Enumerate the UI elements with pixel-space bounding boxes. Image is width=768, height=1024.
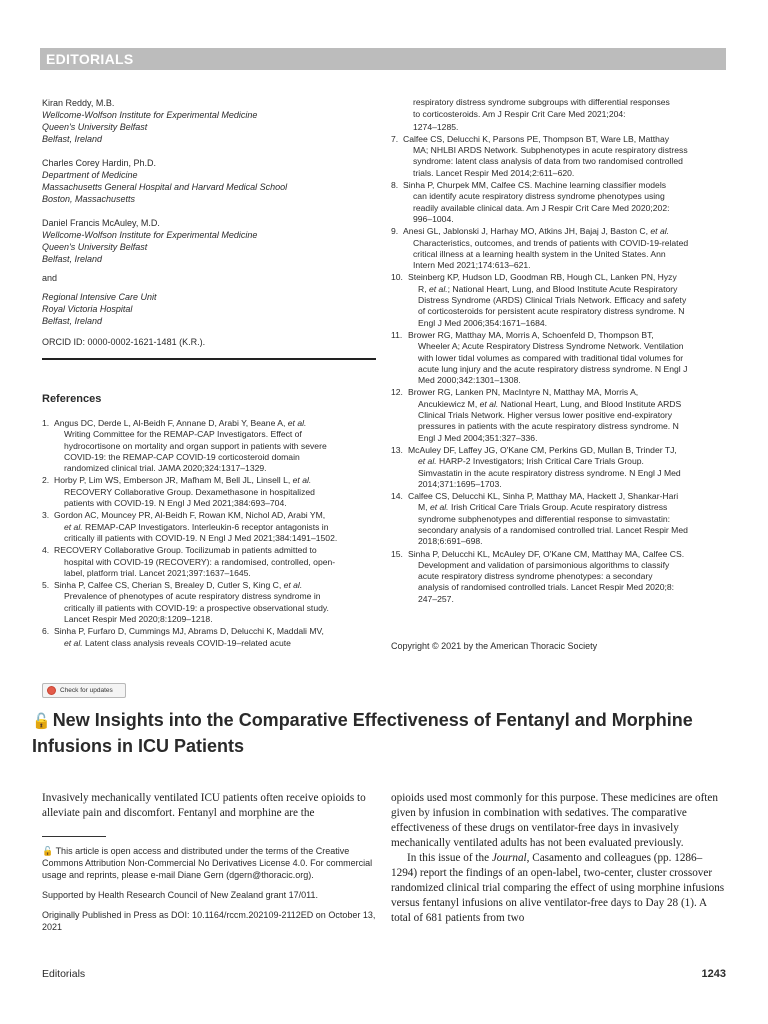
reference-line: acute lung injury and the acute respiratory distress syndrome. N Engl J <box>418 363 688 374</box>
reference-line: Writing Committee for the REMAP-CAP Investigators. Effect of <box>64 429 302 440</box>
reference-line: Clinical Trials Network. Higher versus lower positive end-expiratory <box>418 410 673 421</box>
reference-text <box>408 387 727 443</box>
reference-line: Med 2000;342:1301–1308. <box>418 375 521 386</box>
author-3 <box>42 217 378 265</box>
reference-line: Brower RG, Lanken PN, MacIntyre N, Matthay MA, Morris A, <box>408 387 639 398</box>
reference-text <box>54 475 376 509</box>
reference-item <box>391 134 727 179</box>
footer-section-name: Editorials <box>42 968 86 980</box>
affiliation-line: Royal Victoria Hospital <box>42 304 133 314</box>
reference-item <box>42 580 376 625</box>
footnote-divider <box>42 836 106 837</box>
reference-line: to corticosteroids. Am J Respir Crit Care Med 2021;204: <box>413 109 626 120</box>
reference-line: trials. Lancet Respir Med 2014;2:611–620. <box>413 167 575 178</box>
reference-line: Intern Med 2021;174:613–621. <box>413 260 531 271</box>
reference-line: Anesi GL, Jablonski J, Harhay MO, Atkins JH, Bajaj J, Baston C, et al. <box>403 226 670 237</box>
reference-line: Development and validation of parsimonious algorithms to classify <box>418 559 670 570</box>
page-number: 1243 <box>701 968 726 980</box>
reference-line: critically ill patients with COVID-19: a prospective observational study. <box>64 602 329 613</box>
reference-text <box>408 491 727 547</box>
open-access-icon: 🔓 <box>42 846 54 856</box>
reference-line: Calfee CS, Delucchi KL, Sinha P, Matthay MA, Hackett J, Shankar-Hari <box>408 491 679 502</box>
body-paragraph-1: opioids used most commonly for this purpose. These medicines are often given by infusion in combination with sedatives. The comparative effectiveness of these drugs on ventilator-free days in invasively mechanically ventilated adults has not been evaluated previously. <box>391 792 718 849</box>
reference-line: MA; NHLBI ARDS Network. Subphenotypes in acute respiratory distress <box>413 145 688 156</box>
reference-line: hydrocortisone on mortality and organ support in patients with severe <box>64 440 327 451</box>
journal-name: Journal <box>491 852 527 864</box>
body-text-segment: In this issue of the <box>407 852 492 864</box>
reference-text <box>54 626 376 649</box>
references-list-left <box>42 418 376 650</box>
reference-line: critically ill patients with COVID-19. N Engl J Med 2021;384:1491–1502. <box>64 532 338 543</box>
reference-line: randomized clinical trial. JAMA 2020;324:1317–1329. <box>64 463 267 474</box>
reference-line: COVID-19: the REMAP-CAP COVID-19 corticosteroid domain <box>64 451 300 462</box>
reference-line: can identify acute respiratory distress syndrome phenotypes using <box>413 191 665 202</box>
affiliation-line: Wellcome-Wolfson Institute for Experimental Medicine <box>42 230 258 240</box>
reference-number: 13. <box>391 444 403 455</box>
reference-item <box>391 272 727 328</box>
footnote-funding: Supported by Health Research Council of New Zealand grant 17/011. <box>42 890 318 900</box>
affiliation-line: Wellcome-Wolfson Institute for Experimental Medicine <box>42 110 258 120</box>
reference-line: Characteristics, outcomes, and trends of patients with COVID-19-related <box>413 237 689 248</box>
reference-text <box>408 445 727 490</box>
reference-line: readily available clinical data. Am J Respir Crit Care Med 2020;202: <box>413 202 670 213</box>
affiliation-line: Belfast, Ireland <box>42 254 103 264</box>
author-2 <box>42 157 378 205</box>
reference-number: 1. <box>42 418 50 428</box>
article-title-text: New Insights into the Comparative Effectiveness of Fentanyl and Morphine Infusions in ICU Patients <box>32 710 693 756</box>
reference-line: Prevalence of phenotypes of acute respiratory distress syndrome in <box>64 591 321 602</box>
reference-line: respiratory distress syndrome subgroups with differential responses <box>413 97 670 107</box>
reference-text <box>408 549 727 605</box>
reference-number: 10. <box>391 272 403 283</box>
reference-line: secondary analysis of a randomised controlled trial. Lancet Respir Med <box>418 524 688 535</box>
reference-item <box>42 626 376 649</box>
and-text: and <box>42 273 58 283</box>
affiliation-line: Belfast, Ireland <box>42 316 103 326</box>
references-right-items <box>391 134 727 605</box>
reference-item <box>391 491 727 547</box>
section-header: EDITORIALS <box>40 48 726 70</box>
reference-line: Engl J Med 2004;351:327–336. <box>418 432 538 443</box>
reference-continuation <box>391 97 727 133</box>
open-access-icon: 🔓 <box>32 713 51 730</box>
reference-line: Horby P, Lim WS, Emberson JR, Mafham M, Bell JL, Linsell L, et al. <box>54 475 312 486</box>
reference-line: et al. Latent class analysis reveals COVID-19–related acute <box>64 637 291 648</box>
reference-text <box>408 272 727 328</box>
reference-line: 247–257. <box>418 593 454 604</box>
reference-text <box>54 545 376 579</box>
reference-item <box>42 475 376 509</box>
body-paragraph-2 <box>391 851 727 926</box>
reference-line: Wheeler A; Acute Respiratory Distress Syndrome Network. Ventilation <box>418 341 684 352</box>
reference-line: Sinha P, Furfaro D, Cummings MJ, Abrams D, Delucchi K, Maddali MV, <box>54 626 324 637</box>
reference-text <box>403 226 727 271</box>
author-name: Kiran Reddy, M.B. <box>42 98 115 108</box>
author-name: Daniel Francis McAuley, M.D. <box>42 218 160 228</box>
reference-item <box>391 226 727 271</box>
reference-number: 5. <box>42 580 50 591</box>
reference-line: McAuley DF, Laffey JG, O'Kane CM, Perkins GD, Mullan B, Trinder TJ, <box>408 444 677 455</box>
reference-line: pressures in patients with the acute respiratory distress syndrome. N <box>418 421 679 432</box>
reference-text <box>408 330 727 386</box>
affiliation-line: Regional Intensive Care Unit <box>42 292 157 302</box>
body-text-left: Invasively mechanically ventilated ICU patients often receive opioids to alleviate pain and discomfort. Fentanyl and morphine are the <box>42 792 366 819</box>
affiliation-line: Queen's University Belfast <box>42 122 148 132</box>
footnote-text: This article is open access and distributed under the terms of the Creative Commons Attribution Non-Commercial No Derivatives License 4.0. For commercial usage and reprints, please e-mail Diane Gern (dgern@thoracic.org). <box>42 846 373 880</box>
references-heading: References <box>42 393 102 405</box>
reference-line: with lower tidal volumes as compared with traditional tidal volumes for <box>418 352 684 363</box>
reference-item <box>42 418 376 474</box>
reference-text <box>54 510 376 544</box>
reference-number: 11. <box>391 329 403 340</box>
affiliation-line: Boston, Massachusetts <box>42 194 136 204</box>
reference-line: R, et al.; National Heart, Lung, and Blood Institute Acute Respiratory <box>418 283 678 294</box>
reference-line: 1274–1285. <box>413 121 459 132</box>
copyright-notice: Copyright © 2021 by the American Thoracic Society <box>391 641 598 651</box>
reference-line: syndrome: latent class analysis of data from two randomised controlled <box>413 156 683 167</box>
affiliation-line: Massachusetts General Hospital and Harvard Medical School <box>42 182 288 192</box>
reference-line: label, platform trial. Lancet 2021;397:1637–1645. <box>64 567 251 578</box>
body-text-right <box>391 791 727 926</box>
section-divider <box>42 358 376 360</box>
check-updates-label: Check for updates <box>60 687 113 694</box>
reference-line: Simvastatin in the acute respiratory distress syndrome. N Engl J Med <box>418 467 681 478</box>
reference-number: 4. <box>42 545 50 556</box>
reference-line: Calfee CS, Delucchi K, Parsons PE, Thompson BT, Ware LB, Matthay <box>403 133 670 144</box>
reference-line: Brower RG, Matthay MA, Morris A, Schoenfeld D, Thompson BT, <box>408 329 654 340</box>
body-text-segment: , Casamento and colleagues (pp. 1286–1294) report the findings of an open-label, two-center, cluster crossover randomized clinical trial comparing the effect of using morphine infusions versus fentanyl infusions on alive ventilator-free days to Day 28 (1). A total of 681 patients from two <box>391 852 725 924</box>
reference-number: 3. <box>42 510 50 521</box>
reference-number: 6. <box>42 626 50 637</box>
references-list-right <box>391 97 727 606</box>
reference-number: 15. <box>391 548 403 559</box>
reference-line: Sinha P, Calfee CS, Cherian S, Brealey D, Cutler S, King C, et al. <box>54 580 303 591</box>
reference-line: Gordon AC, Mouncey PR, Al-Beidh F, Rowan KM, Nichol AD, Arabi YM, <box>54 510 326 521</box>
reference-item <box>391 387 727 443</box>
reference-item <box>391 330 727 386</box>
reference-line: Angus DC, Derde L, Al-Beidh F, Annane D, Arabi Y, Beane A, et al. <box>54 418 307 428</box>
reference-line: Ancukiewicz M, et al. National Heart, Lung, and Blood Institute ARDS <box>418 398 682 409</box>
reference-item <box>391 445 727 490</box>
reference-line: critical illness at a learning health system in the United States. Ann <box>413 248 666 259</box>
reference-text <box>403 180 727 225</box>
reference-line: et al. HARP-2 Investigators; Irish Critical Care Trials Group. <box>418 456 644 467</box>
reference-number: 7. <box>391 133 399 144</box>
reference-line: 996–1004. <box>413 213 454 224</box>
reference-text <box>403 134 727 179</box>
footnotes <box>42 845 376 941</box>
reference-number: 8. <box>391 180 399 191</box>
reference-line: RECOVERY Collaborative Group. Tocilizumab in patients admitted to <box>54 545 317 556</box>
reference-line: RECOVERY Collaborative Group. Dexamethasone in hospitalized <box>64 486 315 497</box>
reference-line: patients with COVID-19. N Engl J Med 2021;384:693–704. <box>64 498 287 509</box>
affiliation-line: Belfast, Ireland <box>42 134 103 144</box>
reference-number: 2. <box>42 475 50 486</box>
reference-line: Sinha P, Delucchi KL, McAuley DF, O'Kane CM, Matthay MA, Calfee CS. <box>408 548 685 559</box>
footnote-doi: Originally Published in Press as DOI: 10.1164/rccm.202109-2112ED on October 13, 2021 <box>42 910 376 932</box>
reference-line: et al. REMAP-CAP Investigators. Interleukin-6 receptor antagonists in <box>64 521 329 532</box>
orcid-id: ORCID ID: 0000-0002-1621-1481 (K.R.). <box>42 337 206 347</box>
author-name: Charles Corey Hardin, Ph.D. <box>42 158 157 168</box>
author-list <box>42 97 378 347</box>
reference-item <box>391 549 727 605</box>
reference-line: acute respiratory distress syndrome phenotypes: a secondary <box>418 571 653 582</box>
reference-line: Sinha P, Churpek MM, Calfee CS. Machine learning classifier models <box>403 180 667 191</box>
reference-line: of corticosteroids for persistent acute respiratory distress syndrome. N <box>418 306 685 317</box>
reference-line: Engl J Med 2006;354:1671–1684. <box>418 317 548 328</box>
extra-affiliation <box>42 291 378 327</box>
reference-line: Steinberg KP, Hudson LD, Goodman RB, Hough CL, Lanken PN, Hyzy <box>408 272 677 283</box>
reference-text <box>54 418 376 474</box>
reference-number: 12. <box>391 387 403 398</box>
reference-number: 14. <box>391 491 403 502</box>
affiliation-line: Queen's University Belfast <box>42 242 148 252</box>
reference-line: analysis of randomised controlled trials. Lancet Respir Med 2020;8: <box>418 582 675 593</box>
reference-item <box>42 510 376 544</box>
reference-number: 9. <box>391 226 399 237</box>
article-title <box>32 708 732 759</box>
crossmark-icon <box>47 686 56 695</box>
reference-item <box>42 545 376 579</box>
reference-line: 2014;371:1695–1703. <box>418 478 502 489</box>
reference-item <box>391 180 727 225</box>
reference-line: hospital with COVID-19 (RECOVERY): a randomised, controlled, open- <box>64 556 336 567</box>
footnote-open-access <box>42 845 376 881</box>
affiliation-line: Department of Medicine <box>42 170 138 180</box>
reference-line: Lancet Respir Med 2020;8:1209–1218. <box>64 614 213 625</box>
check-for-updates-badge[interactable] <box>42 683 126 698</box>
reference-text <box>54 580 376 625</box>
reference-line: 2018;6:691–698. <box>418 536 483 547</box>
reference-line: M, et al. Irish Critical Care Trials Group. Acute respiratory distress <box>418 502 668 513</box>
author-1 <box>42 97 378 145</box>
reference-line: syndrome subphenotypes and differential response to simvastatin: <box>418 513 671 524</box>
reference-line: Distress Syndrome (ARDS) Clinical Trials Network. Efficacy and safety <box>418 295 687 306</box>
